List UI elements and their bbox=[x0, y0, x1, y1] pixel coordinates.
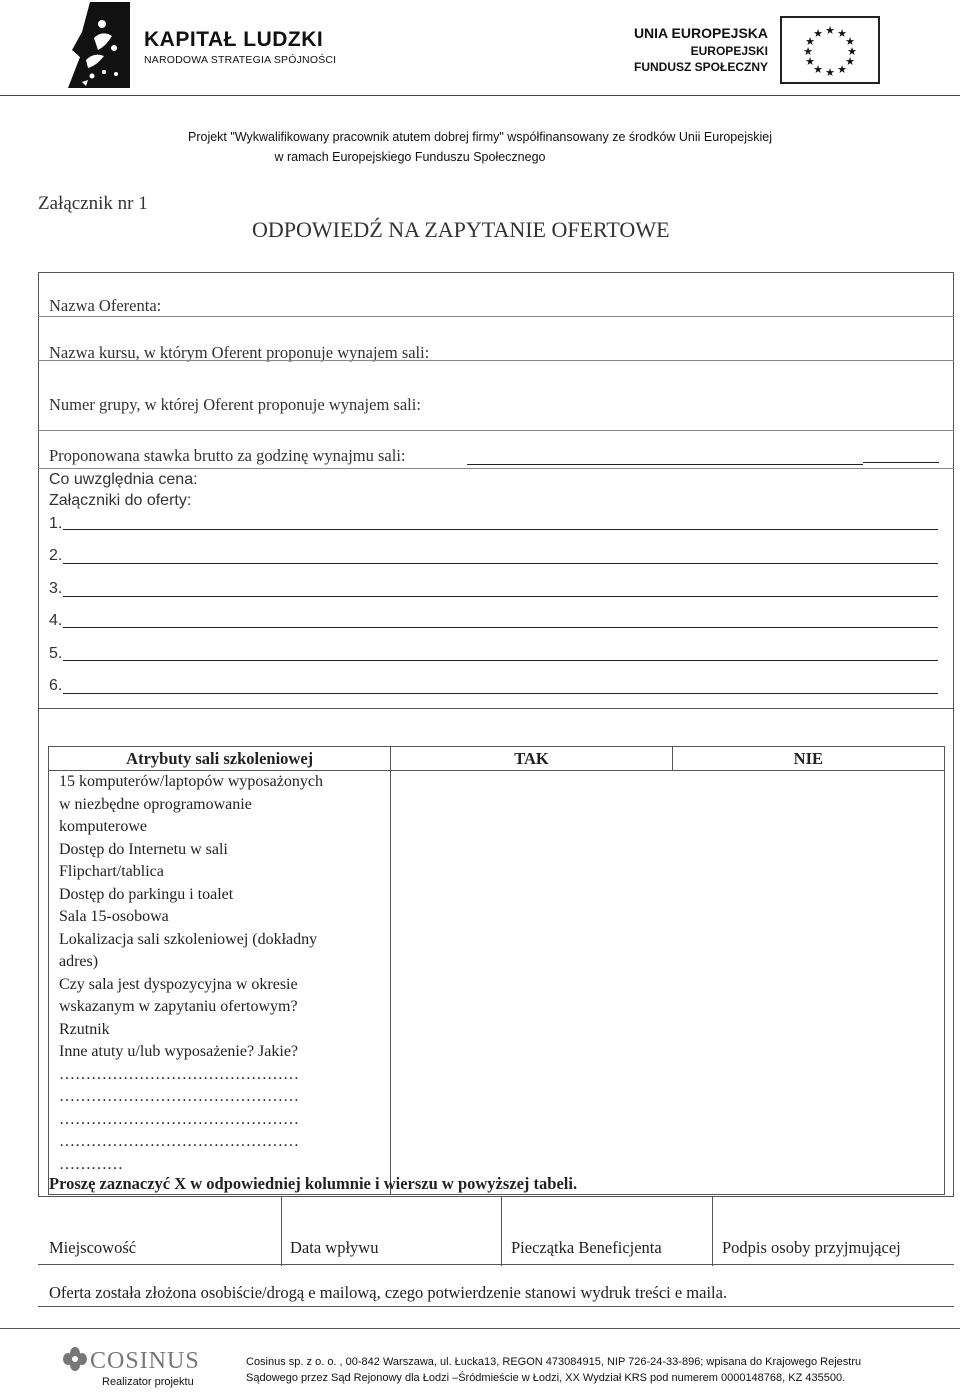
attachment-field-line[interactable] bbox=[63, 693, 938, 694]
svg-text:★: ★ bbox=[845, 55, 855, 68]
eu-logo-line1: UNIA EUROPEJSKA bbox=[633, 25, 768, 41]
nie-header-label: NIE bbox=[793, 748, 823, 768]
signature-divider bbox=[712, 1196, 713, 1266]
attribute-row: Czy sala jest dyspozycyjna w okresie bbox=[59, 975, 298, 993]
attributes-table bbox=[48, 746, 945, 1195]
place-field[interactable]: Miejscowość bbox=[49, 1238, 137, 1257]
eu-flag-icon bbox=[780, 16, 880, 84]
signature-top-line bbox=[38, 1196, 954, 1197]
attachment-field-line[interactable] bbox=[63, 627, 938, 628]
eu-logo bbox=[620, 14, 882, 86]
header-divider bbox=[0, 95, 960, 96]
price-includes-label: Co uwzględnia cena: bbox=[49, 471, 198, 488]
svg-text:★: ★ bbox=[825, 24, 835, 37]
footer-company-line-1: Cosinus sp. z o. o. , 00-842 Warszawa, ul. Łucka13, REGON 473084915, NIP 726-24-33-896; wpisana do Krajowego Rejestru bbox=[246, 1356, 862, 1368]
svg-text:★: ★ bbox=[847, 45, 857, 58]
attribute-row: wskazanym w zapytaniu ofertowym? bbox=[59, 998, 298, 1015]
kapital-ludzki-subtitle: NARODOWA STRATEGIA SPÓJNOŚCI bbox=[144, 54, 337, 66]
attribute-row: Rzutnik bbox=[59, 1020, 110, 1038]
footer-divider bbox=[0, 1328, 960, 1329]
attribute-row: Inne atuty u/lub wyposażenie? Jakie? bbox=[59, 1043, 299, 1060]
document-title: ODPOWIEDŹ NA ZAPYTANIE OFERTOWE bbox=[252, 217, 670, 242]
attribute-row: w niezbędne oprogramowanie bbox=[59, 795, 252, 813]
attribute-row: ……………………………………… bbox=[59, 1065, 299, 1083]
attribute-row: Dostęp do Internetu w sali bbox=[59, 840, 228, 858]
tak-header bbox=[391, 747, 672, 771]
attachment-number: 6. bbox=[49, 677, 63, 694]
attachment-label: Załącznik nr 1 bbox=[38, 193, 148, 214]
attachment-field-line[interactable] bbox=[63, 660, 938, 661]
nie-header bbox=[672, 747, 944, 771]
cosinus-logo bbox=[62, 1346, 222, 1390]
attributes-header-label: Atrybuty sali szkoleniowej bbox=[126, 748, 314, 768]
attribute-row: Lokalizacja sali szkoleniowej (dokładny bbox=[59, 930, 318, 948]
signature-divider bbox=[501, 1196, 502, 1266]
svg-text:★: ★ bbox=[837, 63, 847, 76]
svg-text:★: ★ bbox=[805, 55, 815, 68]
attachment-field-line[interactable] bbox=[63, 563, 938, 564]
attachment-number: 2. bbox=[49, 547, 63, 564]
kapital-ludzki-title: KAPITAŁ LUDZKI bbox=[144, 28, 324, 51]
cosinus-caption: Realizator projektu bbox=[102, 1376, 194, 1388]
signature-bottom-line bbox=[38, 1264, 954, 1265]
footer-company-line-2: Sądowego przez Sąd Rejonowy dla Łodzi –Śródmieście w Łodzi, XX Wydział KRS pod numerem 0000148768, KZ 435500. bbox=[246, 1372, 846, 1384]
eu-logo-line3: FUNDUSZ SPOŁECZNY bbox=[633, 60, 768, 74]
attribute-row: ………… bbox=[59, 1155, 123, 1173]
kapital-ludzki-logo bbox=[68, 2, 368, 88]
eu-stars-icon bbox=[782, 18, 878, 82]
rate-field-line[interactable] bbox=[863, 462, 939, 463]
attribute-row: Dostęp do parkingu i toalet bbox=[59, 885, 234, 903]
answer-area[interactable] bbox=[391, 771, 945, 1195]
attribute-row: ……………………………………… bbox=[59, 1088, 299, 1105]
submission-bottom-line bbox=[38, 1306, 954, 1307]
rate-label: Proponowana stawka brutto za godzinę wynajmu sali: bbox=[49, 446, 406, 465]
attribute-row: Sala 15-osobowa bbox=[59, 908, 169, 925]
svg-text:★: ★ bbox=[805, 35, 815, 48]
tak-header-label: TAK bbox=[514, 748, 549, 768]
attachment-field-line[interactable] bbox=[63, 596, 938, 597]
form-divider bbox=[38, 430, 954, 431]
attachment-field-line[interactable] bbox=[63, 529, 938, 530]
attribute-row: ……………………………………… bbox=[59, 1110, 299, 1128]
form-divider bbox=[38, 468, 954, 469]
cosinus-flower-icon bbox=[62, 1346, 88, 1374]
kapital-ludzki-emblem-icon bbox=[68, 2, 130, 88]
svg-text:★: ★ bbox=[813, 63, 823, 76]
table-instruction: Proszę zaznaczyć X w odpowiedniej kolumnie i wierszu w powyższej tabeli. bbox=[49, 1174, 578, 1193]
attachment-number: 4. bbox=[49, 612, 63, 629]
cosinus-name: COSINUS bbox=[90, 1348, 200, 1374]
attribute-row: 15 komputerów/laptopów wyposażonych bbox=[59, 773, 323, 790]
attachments-label: Załączniki do oferty: bbox=[49, 492, 192, 509]
attributes-header bbox=[49, 747, 391, 771]
form-divider bbox=[38, 360, 954, 361]
beneficiary-stamp-field[interactable]: Pieczątka Beneficjenta bbox=[511, 1238, 662, 1257]
svg-text:★: ★ bbox=[813, 27, 823, 40]
attachment-number: 1. bbox=[49, 515, 63, 532]
svg-text:★: ★ bbox=[803, 45, 813, 58]
attribute-row: ……………………………………… bbox=[59, 1133, 299, 1150]
receipt-date-field[interactable]: Data wpływu bbox=[290, 1238, 379, 1257]
eu-logo-line2: EUROPEJSKI bbox=[690, 44, 768, 58]
form-box bbox=[38, 272, 954, 709]
attribute-row: Flipchart/tablica bbox=[59, 863, 164, 880]
project-line-1: Projekt "Wykwalifikowany pracownik atutem dobrej firmy" współfinansowany ze środków Unii Europejskiej bbox=[188, 130, 772, 144]
group-number-label: Numer grupy, w której Oferent proponuje wynajem sali: bbox=[49, 395, 421, 414]
svg-text:★: ★ bbox=[825, 66, 835, 79]
submission-note: Oferta została złożona osobiście/drogą e mailową, czego potwierdzenie stanowi wydruk treści e maila. bbox=[49, 1283, 728, 1302]
attachment-number: 5. bbox=[49, 645, 63, 662]
recipient-signature-field[interactable]: Podpis osoby przyjmującej bbox=[722, 1238, 901, 1257]
course-name-label: Nazwa kursu, w którym Oferent proponuje wynajem sali: bbox=[49, 343, 430, 362]
signature-divider bbox=[281, 1196, 282, 1266]
project-line-2: w ramach Europejskiego Funduszu Społecznego bbox=[274, 150, 546, 164]
rate-field-line[interactable] bbox=[467, 464, 863, 465]
form-divider bbox=[38, 316, 954, 317]
attribute-row: adres) bbox=[59, 953, 99, 970]
svg-text:★: ★ bbox=[837, 27, 847, 40]
attribute-row: komputerowe bbox=[59, 818, 147, 835]
offeror-name-label: Nazwa Oferenta: bbox=[49, 296, 162, 315]
attributes-list-cell bbox=[49, 771, 391, 1195]
svg-text:★: ★ bbox=[845, 35, 855, 48]
attachment-number: 3. bbox=[49, 580, 63, 597]
